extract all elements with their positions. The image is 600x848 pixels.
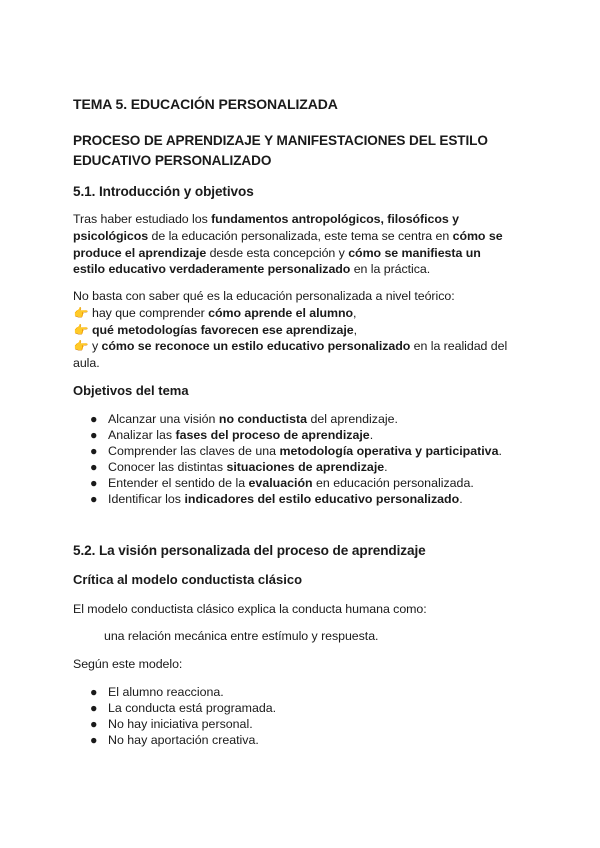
objectives-heading: Objetivos del tema [73, 383, 189, 398]
list-item [73, 443, 502, 459]
item-bold: evaluación [248, 476, 313, 490]
indented-quote: una relación mecánica entre estímulo y respuesta. [104, 629, 379, 643]
item-bold: situaciones de aprendizaje [226, 460, 385, 474]
behaviorism-list [73, 684, 276, 748]
section-1-heading: 5.1. Introducción y objetivos [73, 184, 254, 199]
list-item [73, 700, 276, 716]
item-bold: metodología operativa y participativa [279, 444, 499, 458]
item-text: Alcanzar una visión [108, 412, 219, 426]
paragraph-2-line-1 [73, 305, 513, 322]
list-item [73, 716, 276, 732]
list-item [73, 459, 502, 475]
bullet-icon: ● [90, 412, 98, 426]
item-text: La conducta está programada. [108, 701, 277, 715]
list-item [73, 684, 276, 700]
item-text: Analizar las [108, 428, 176, 442]
paragraph-2-lead: No basta con saber qué es la educación personalizada a nivel teórico: [73, 289, 455, 303]
bullet-icon: ● [90, 428, 98, 442]
intro-text-2: de la educación personalizada, este tema se centra en [148, 228, 453, 243]
section-2-subheading: Crítica al modelo conductista clásico [73, 572, 303, 587]
line-3-end: en la realidad del aula. [73, 339, 508, 371]
item-text: El alumno reacciona. [108, 685, 224, 699]
item-text: Entender el sentido de la [108, 476, 249, 490]
item-end: . [384, 460, 388, 474]
bullet-icon: ● [90, 733, 98, 747]
line-3-bold: cómo se reconoce un estilo educativo personalizado [101, 339, 411, 354]
item-text: No hay iniciativa personal. [108, 717, 253, 731]
line-2-end: , [353, 322, 358, 337]
line-1-bold: cómo aprende el alumno [208, 305, 354, 320]
document-title: TEMA 5. EDUCACIÓN PERSONALIZADA [73, 96, 338, 112]
intro-text-3: desde esta concepción y [206, 245, 349, 260]
bullet-icon: ● [90, 701, 98, 715]
pointing-hand-icon: 👉 [73, 339, 89, 354]
item-text: Identificar los [108, 492, 185, 506]
bullet-icon: ● [90, 492, 98, 506]
bullet-icon: ● [90, 685, 98, 699]
document-subtitle [73, 131, 488, 171]
item-end: . [459, 492, 463, 506]
line-1-text: hay que comprender [92, 305, 209, 320]
pointing-hand-icon: 👉 [73, 305, 89, 320]
bullet-icon: ● [90, 444, 98, 458]
item-text: No hay aportación creativa. [108, 733, 259, 747]
item-end: . [498, 444, 502, 458]
line-2-bold: qué metodologías favorecen ese aprendizaje [92, 322, 354, 337]
paragraph-2-line-2 [73, 322, 513, 339]
list-item [73, 491, 502, 507]
item-end: en educación personalizada. [312, 476, 474, 490]
objectives-list [73, 411, 502, 507]
list-item [73, 475, 502, 491]
item-bold: no conductista [218, 412, 308, 426]
intro-bold-1: fundamentos antropológicos, filosóficos y psicológicos [73, 212, 459, 243]
intro-text-1: Tras haber estudiado los [73, 212, 212, 226]
intro-text-4: en la práctica. [350, 262, 431, 277]
bullet-icon: ● [90, 476, 98, 490]
item-text: Comprender las claves de una [108, 444, 280, 458]
bullet-icon: ● [90, 717, 98, 731]
line-1-end: , [353, 305, 357, 320]
intro-bold-2: cómo se produce el aprendizaje [73, 228, 503, 260]
item-bold: fases del proceso de aprendizaje [175, 428, 370, 442]
paragraph-2-line-3 [73, 338, 513, 372]
list-item [73, 411, 502, 427]
item-end: . [369, 428, 374, 442]
pointing-hand-icon: 👉 [73, 322, 89, 337]
list-item [73, 732, 276, 748]
intro-bold-3: cómo se manifiesta un estilo educativo verdaderamente personalizado [73, 245, 481, 277]
section-2-paragraph-1: El modelo conductista clásico explica la conducta humana como: [73, 602, 427, 616]
paragraph-2 [73, 288, 513, 372]
item-end: del aprendizaje. [307, 412, 398, 426]
bullet-icon: ● [90, 460, 98, 474]
item-text: Conocer las distintas [108, 460, 227, 474]
subtitle-line-1: PROCESO DE APRENDIZAJE Y MANIFESTACIONES DEL ESTILO [73, 133, 488, 148]
section-2-heading: 5.2. La visión personalizada del proceso de aprendizaje [73, 543, 426, 558]
item-bold: indicadores del estilo educativo personalizado [184, 492, 460, 506]
intro-paragraph [73, 211, 513, 278]
section-2-paragraph-2: Según este modelo: [73, 657, 183, 671]
list-item [73, 427, 502, 443]
line-3-text: y [92, 339, 102, 354]
subtitle-line-2: EDUCATIVO PERSONALIZADO [73, 153, 272, 168]
